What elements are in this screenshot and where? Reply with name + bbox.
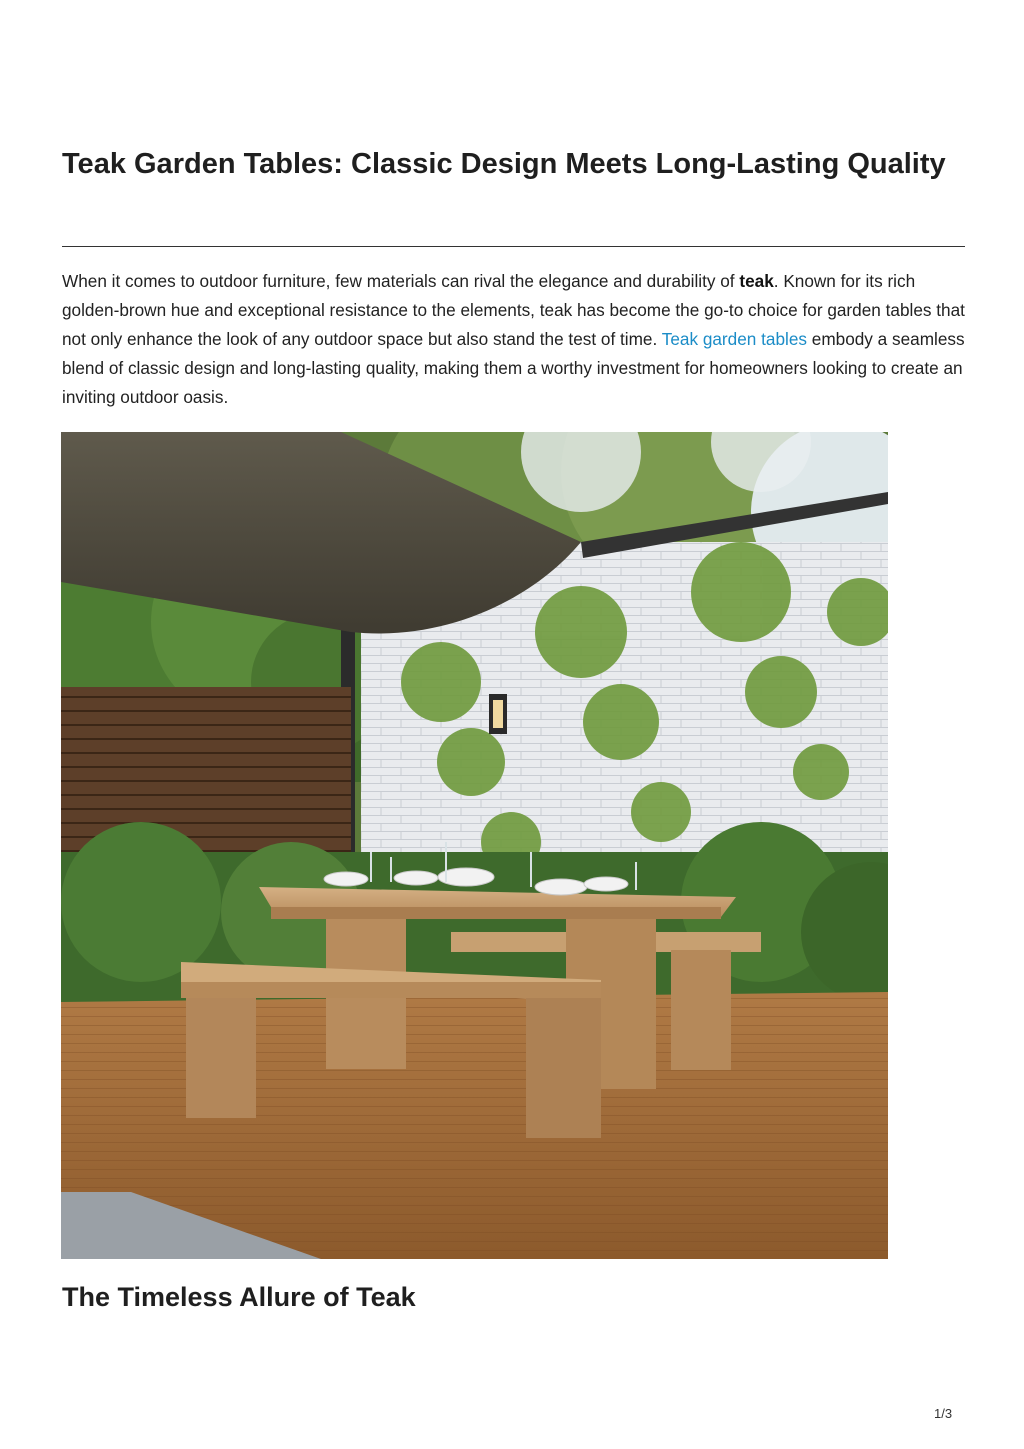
article-photo [61, 432, 888, 1259]
intro-bold-teak: teak [739, 271, 774, 291]
section-heading: The Timeless Allure of Teak [62, 1282, 416, 1312]
intro-text-3: embody a seamless blend of classic design and long-lasting quality, making them a worthy investment for homeowners looking to create an inviting outdoor oasis. [62, 329, 965, 407]
teak-garden-tables-link[interactable]: Teak garden tables [661, 329, 807, 349]
article-title: Teak Garden Tables: Classic Design Meets Long-Lasting Quality [62, 148, 946, 180]
intro-text-2: . Known for its rich golden-brown hue and exceptional resistance to the elements, teak has become the go-to choice for garden tables that not only enhance the look of any outdoor space but also stand the test of time. [62, 271, 965, 349]
intro-text-1: When it comes to outdoor furniture, few materials can rival the elegance and durability of [62, 271, 740, 291]
title-divider [62, 246, 965, 247]
intro-paragraph [62, 267, 972, 412]
page-number: 1/3 [934, 1406, 953, 1421]
